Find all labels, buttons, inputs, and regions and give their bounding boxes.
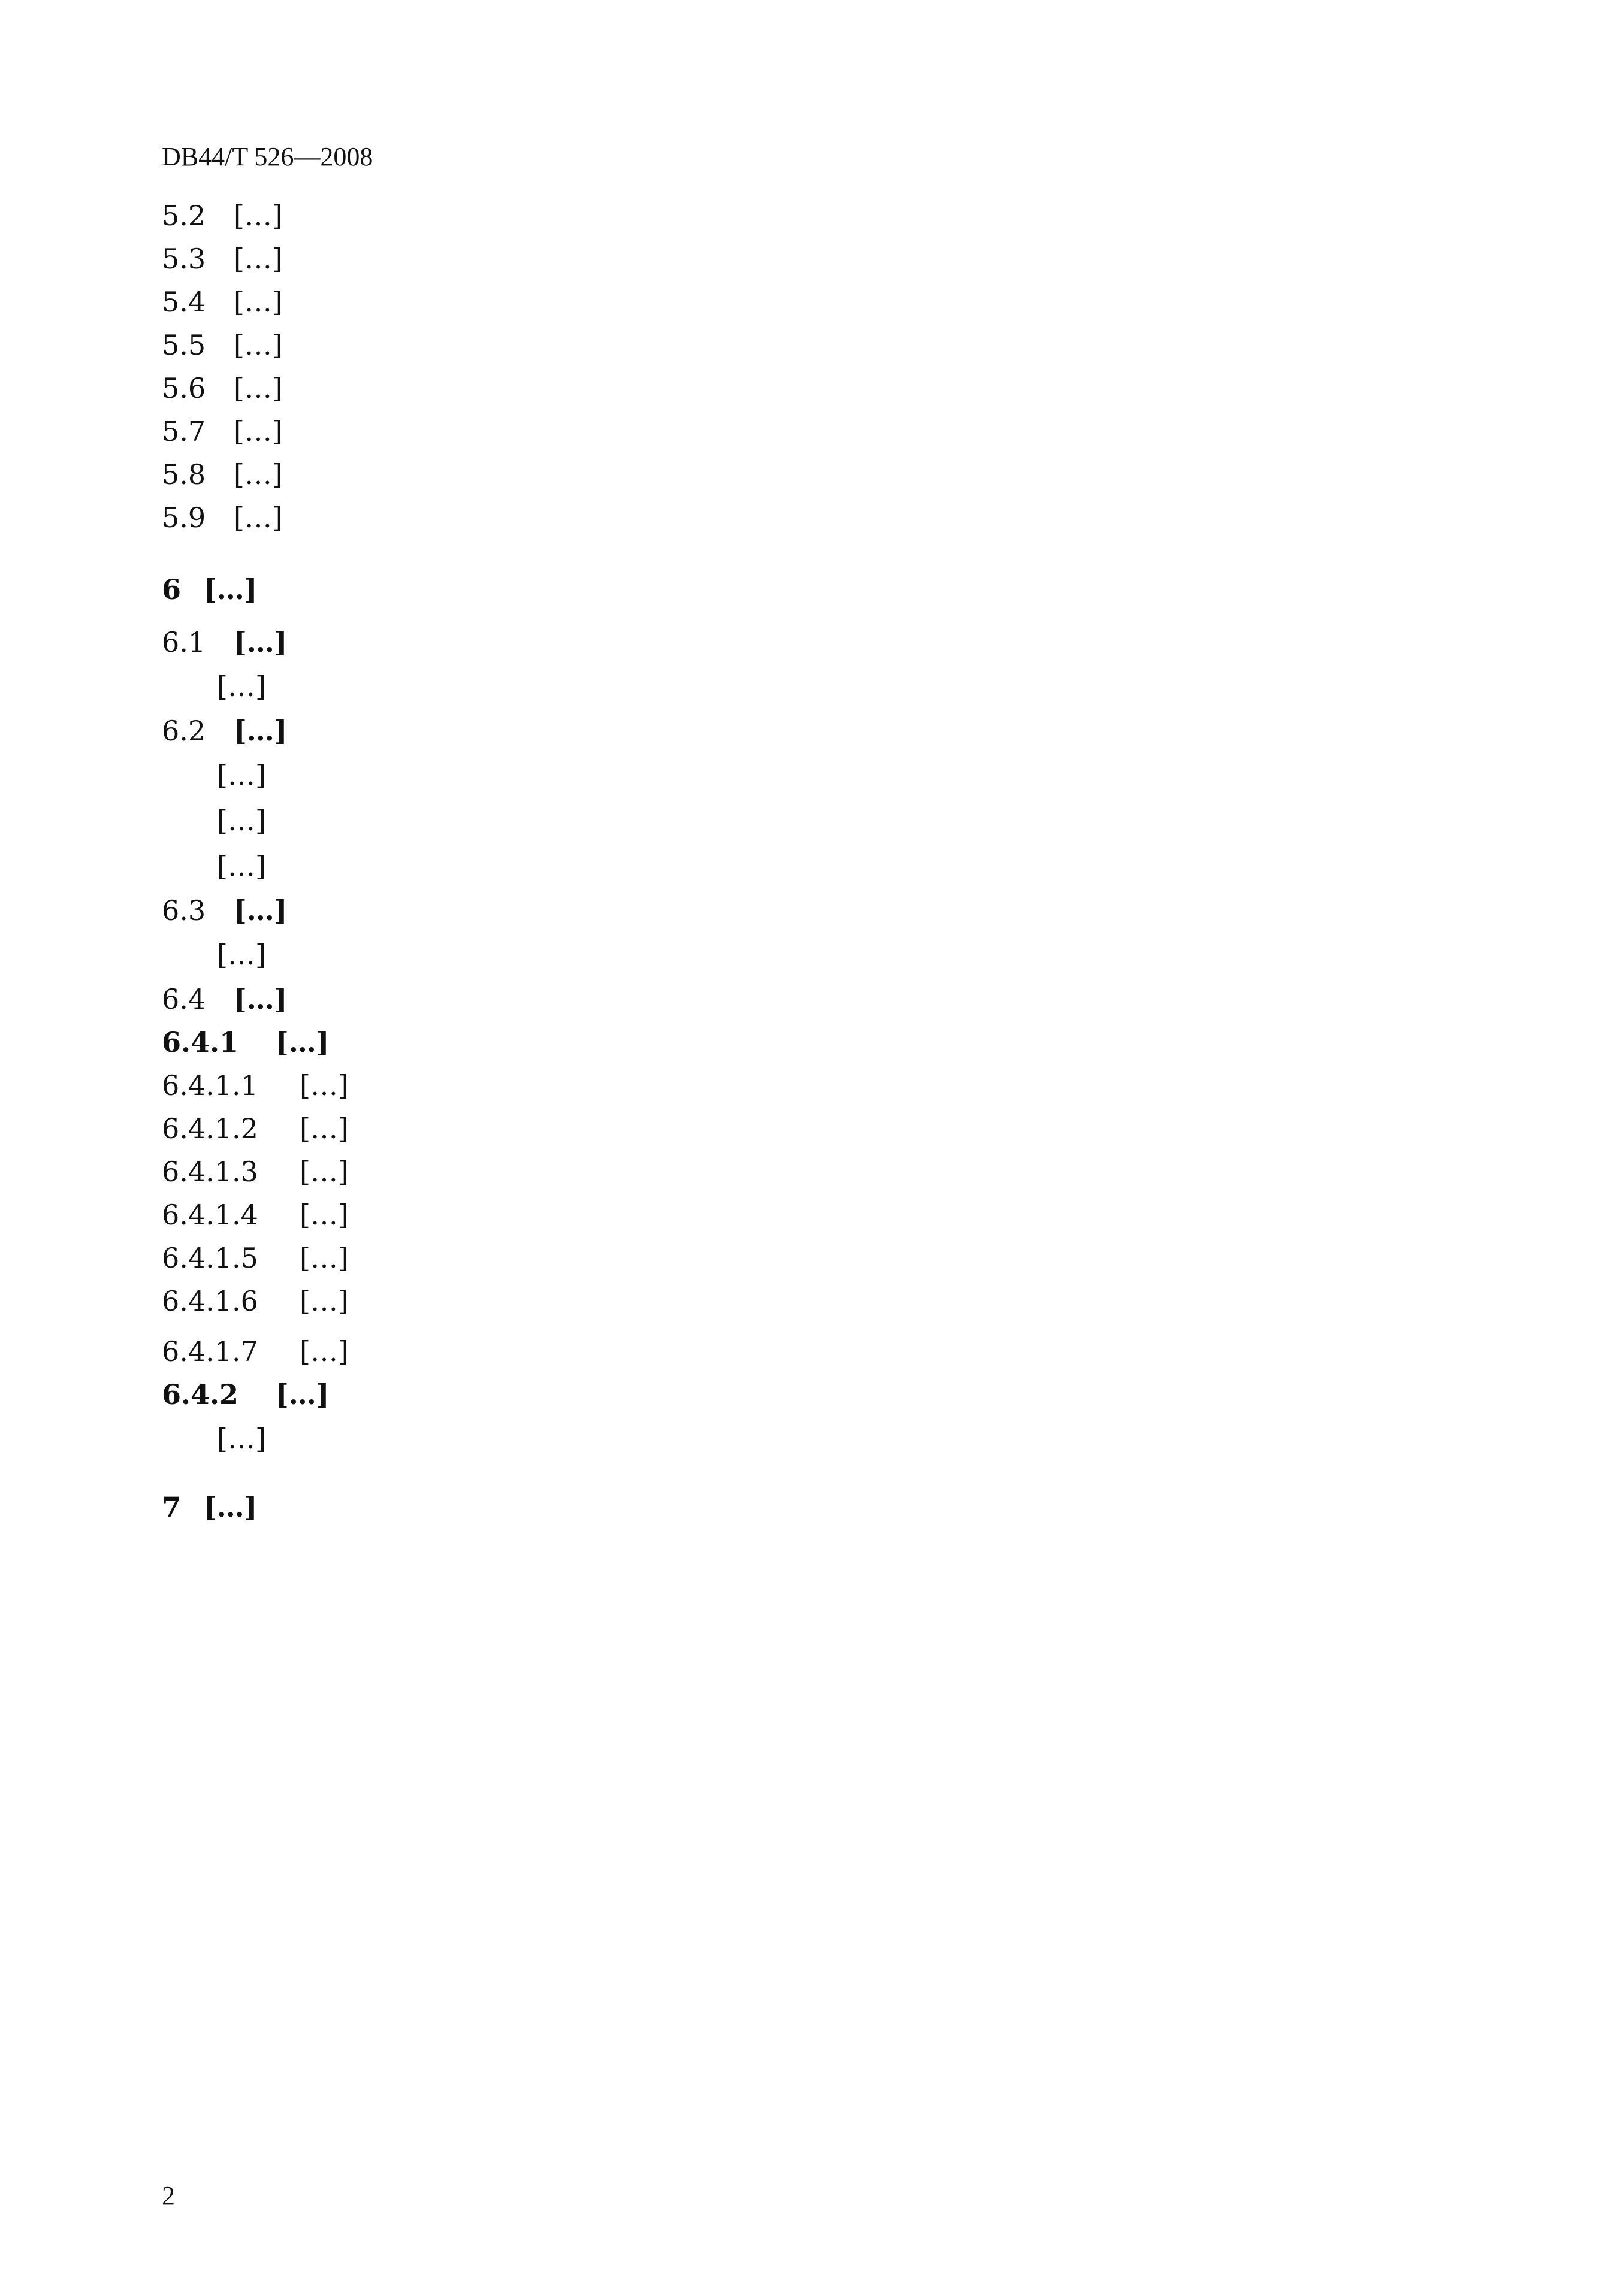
paragraph: […]: [217, 1423, 266, 1455]
item-number: 5.8: [162, 458, 206, 491]
item-text: […]: [300, 1242, 349, 1274]
subsection-heading: [162, 889, 1456, 932]
item-text: […]: [300, 1112, 349, 1145]
section-title: […]: [204, 573, 258, 606]
subsection-heading: [162, 978, 1456, 1021]
paragraph: […]: [217, 670, 266, 703]
subsubsection-heading: [162, 1373, 1456, 1416]
subsection-title: […]: [234, 626, 288, 658]
item-text: […]: [300, 1335, 349, 1368]
subsubsection-title: […]: [276, 1378, 330, 1411]
item-number: 5.9: [162, 501, 206, 534]
list-item: [162, 1107, 1456, 1150]
list-item: [162, 1064, 1456, 1107]
subsection-number: 6.3: [162, 894, 206, 927]
subsection-title: […]: [234, 894, 288, 927]
paragraph: […]: [217, 759, 266, 791]
subsection-title: […]: [234, 715, 288, 747]
list-item: [162, 194, 1456, 237]
subsubsection-title: […]: [276, 1026, 330, 1058]
section-number: 7: [162, 1491, 182, 1523]
item-number: 5.3: [162, 243, 206, 275]
paragraph: […]: [217, 939, 266, 971]
item-text: […]: [234, 329, 283, 361]
item-text: […]: [300, 1285, 349, 1317]
item-text: […]: [234, 243, 283, 275]
item-number: 6.4.1.6: [162, 1285, 258, 1317]
list-item: [162, 323, 1456, 367]
list-item: [162, 1279, 1456, 1323]
list-item: [162, 1330, 1456, 1373]
item-number: 6.4.1.1: [162, 1069, 258, 1102]
list-item: [162, 496, 1456, 539]
item-number: 6.4.1.2: [162, 1112, 258, 1145]
list-item: [162, 1193, 1456, 1236]
item-number: 5.2: [162, 199, 206, 232]
item-text: […]: [234, 372, 283, 404]
subsection-title: […]: [234, 983, 288, 1015]
section-number: 6: [162, 573, 182, 606]
item-number: 5.6: [162, 372, 206, 404]
list-item: [162, 1236, 1456, 1279]
item-number: 6.4.1.5: [162, 1242, 258, 1274]
item-text: […]: [300, 1199, 349, 1231]
item-number: 5.4: [162, 286, 206, 318]
document-body: [162, 194, 1456, 1529]
item-number: 5.7: [162, 415, 206, 447]
list-item: [162, 1150, 1456, 1193]
item-text: […]: [234, 199, 283, 232]
item-number: 6.4.1.4: [162, 1199, 258, 1231]
section-heading: [162, 1486, 1456, 1529]
subsubsection-number: 6.4.2: [162, 1378, 239, 1411]
item-text: […]: [300, 1155, 349, 1188]
subsection-heading: [162, 709, 1456, 752]
section-heading: [162, 568, 1456, 611]
subsubsection-number: 6.4.1: [162, 1026, 239, 1058]
list-item: [162, 280, 1456, 323]
list-item: [162, 453, 1456, 496]
item-text: […]: [234, 501, 283, 534]
document-code-header: DB44/T 526—2008: [162, 142, 373, 171]
item-number: 6.4.1.7: [162, 1335, 258, 1368]
item-text: […]: [234, 458, 283, 491]
subsection-number: 6.4: [162, 983, 206, 1015]
item-text: […]: [234, 415, 283, 447]
subsection-number: 6.2: [162, 715, 206, 747]
subsubsection-heading: [162, 1021, 1456, 1064]
item-number: 5.5: [162, 329, 206, 361]
item-text: […]: [300, 1069, 349, 1102]
page-number: 2: [162, 2181, 175, 2210]
list-item: [162, 410, 1456, 453]
subsection-number: 6.1: [162, 626, 206, 658]
paragraph: […]: [217, 850, 266, 882]
item-text: […]: [234, 286, 283, 318]
paragraph: […]: [217, 804, 266, 837]
list-item: [162, 237, 1456, 280]
section-title: […]: [204, 1491, 258, 1523]
item-number: 6.4.1.3: [162, 1155, 258, 1188]
subsection-heading: [162, 621, 1456, 664]
list-item: [162, 367, 1456, 410]
